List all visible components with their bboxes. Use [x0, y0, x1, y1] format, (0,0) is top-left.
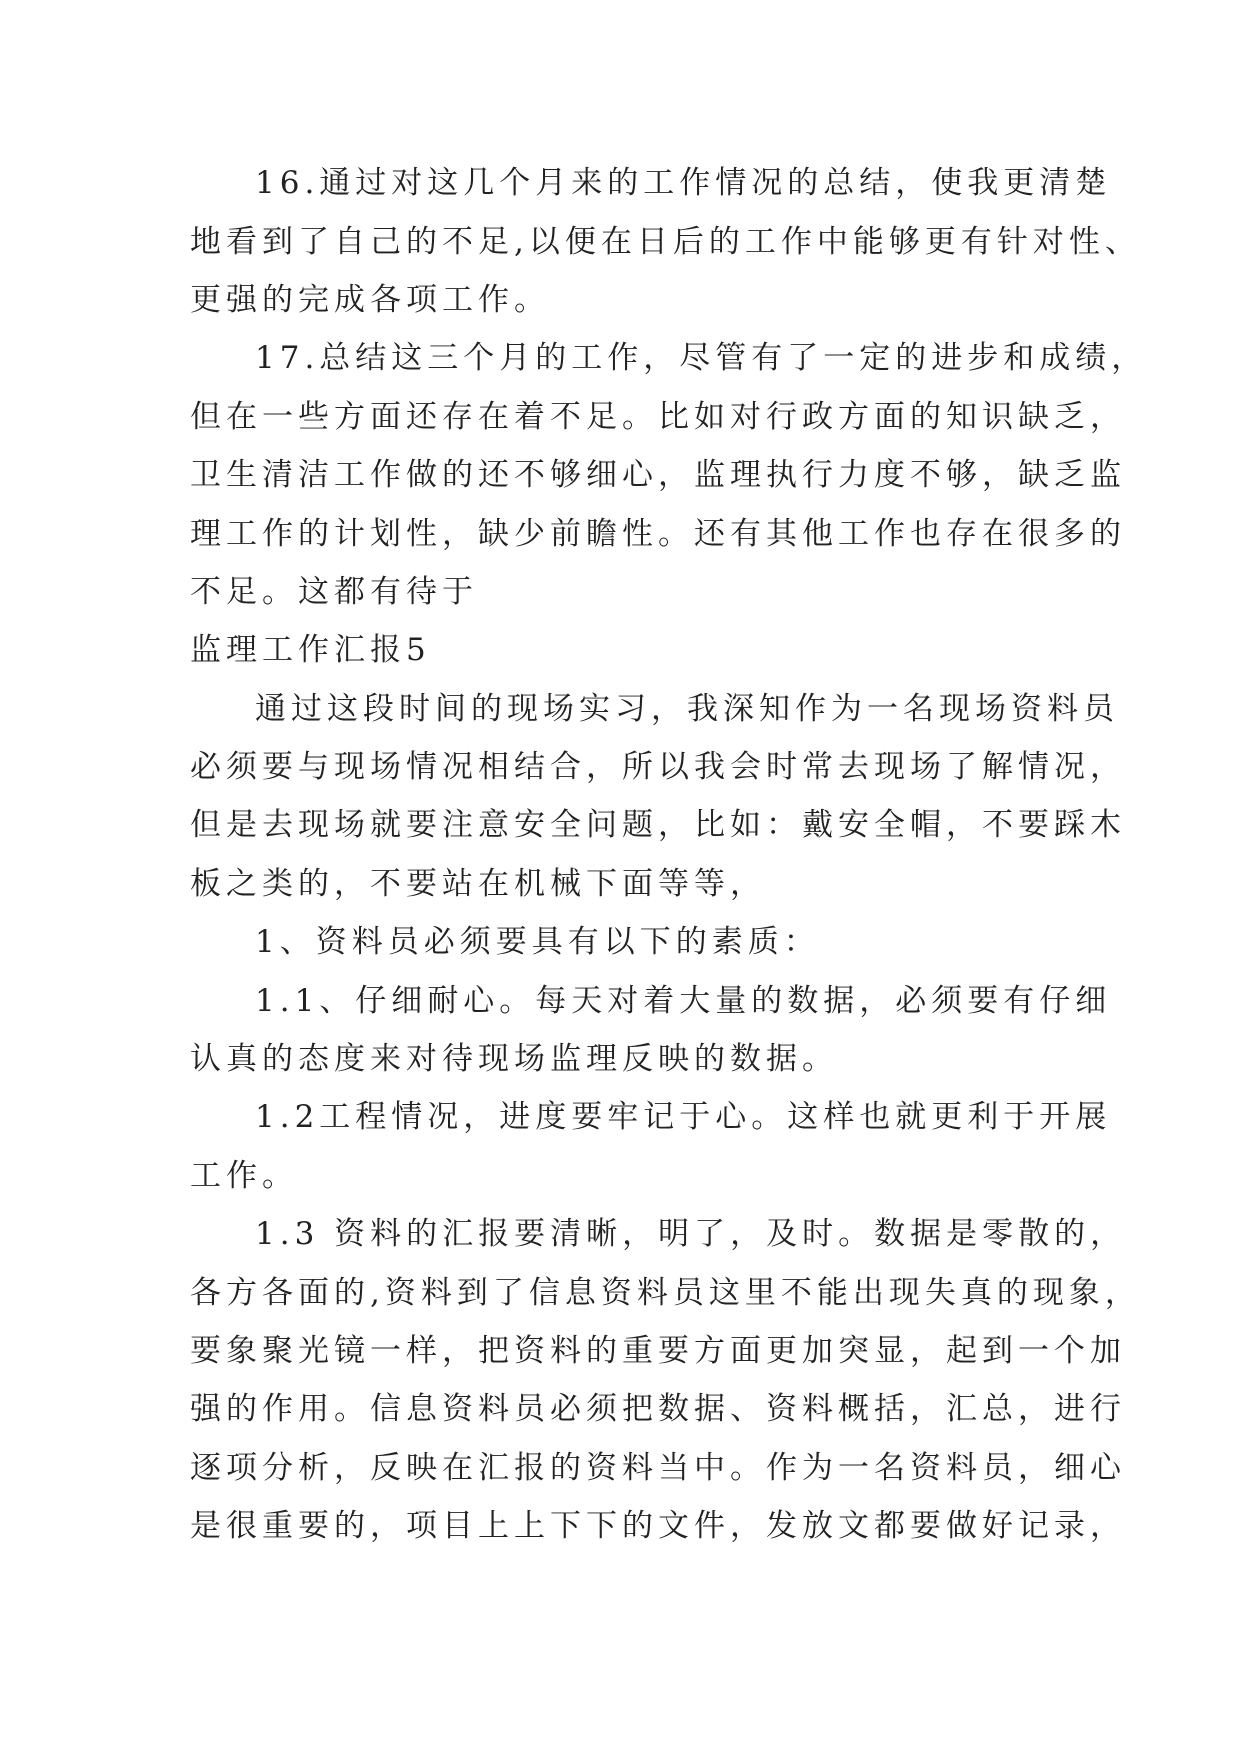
- text-line: 1.1、仔细耐心。每天对着大量的数据，必须要有仔细: [255, 983, 1112, 1019]
- text-line: 通过这段时间的现场实习，我深知作为一名现场资料员: [255, 691, 1119, 727]
- text-line: 1、资料员必须要具有以下的素质：: [255, 924, 820, 960]
- text-line: 1.2工程情况，进度要牢记于心。这样也就更利于开展: [255, 1099, 1112, 1135]
- text-line: 更强的完成各项工作。: [190, 282, 550, 318]
- text-line: 认真的态度来对待现场监理反映的数据。: [190, 1041, 838, 1077]
- text-line: 工作。: [190, 1158, 298, 1194]
- text-line: 不足。这都有待于: [190, 574, 478, 610]
- text-line: 逐项分析，反映在汇报的资料当中。作为一名资料员，细心: [190, 1450, 1126, 1486]
- text-line: 各方各面的,资料到了信息资料员这里不能出现失真的现象，: [190, 1275, 1141, 1311]
- text-line: 强的作用。信息资料员必须把数据、资料概括，汇总，进行: [190, 1391, 1126, 1427]
- text-line: 地看到了自己的不足,以便在日后的工作中能够更有针对性、: [190, 224, 1141, 260]
- text-line: 是很重要的，项目上上下下的文件，发放文都要做好记录，: [190, 1508, 1126, 1544]
- text-line: 板之类的，不要站在机械下面等等，: [190, 866, 766, 902]
- text-line: 但在一些方面还存在着不足。比如对行政方面的知识缺乏，: [190, 399, 1126, 435]
- text-line: 1.3 资料的汇报要清晰，明了，及时。数据是零散的，: [255, 1216, 1127, 1252]
- text-line: 必须要与现场情况相结合，所以我会时常去现场了解情况，: [190, 749, 1126, 785]
- text-line: 但是去现场就要注意安全问题，比如：戴安全帽，不要踩木: [190, 807, 1126, 843]
- text-line: 要象聚光镜一样，把资料的重要方面更加突显，起到一个加: [190, 1333, 1126, 1369]
- text-line: 16.通过对这几个月来的工作情况的总结，使我更清楚: [255, 165, 1112, 201]
- text-line: 理工作的计划性，缺少前瞻性。还有其他工作也存在很多的: [190, 516, 1126, 552]
- text-line: 17.总结这三个月的工作，尽管有了一定的进步和成绩，: [255, 340, 1148, 376]
- section-heading: 监理工作汇报5: [190, 632, 431, 668]
- text-line: 卫生清洁工作做的还不够细心，监理执行力度不够，缺乏监: [190, 457, 1126, 493]
